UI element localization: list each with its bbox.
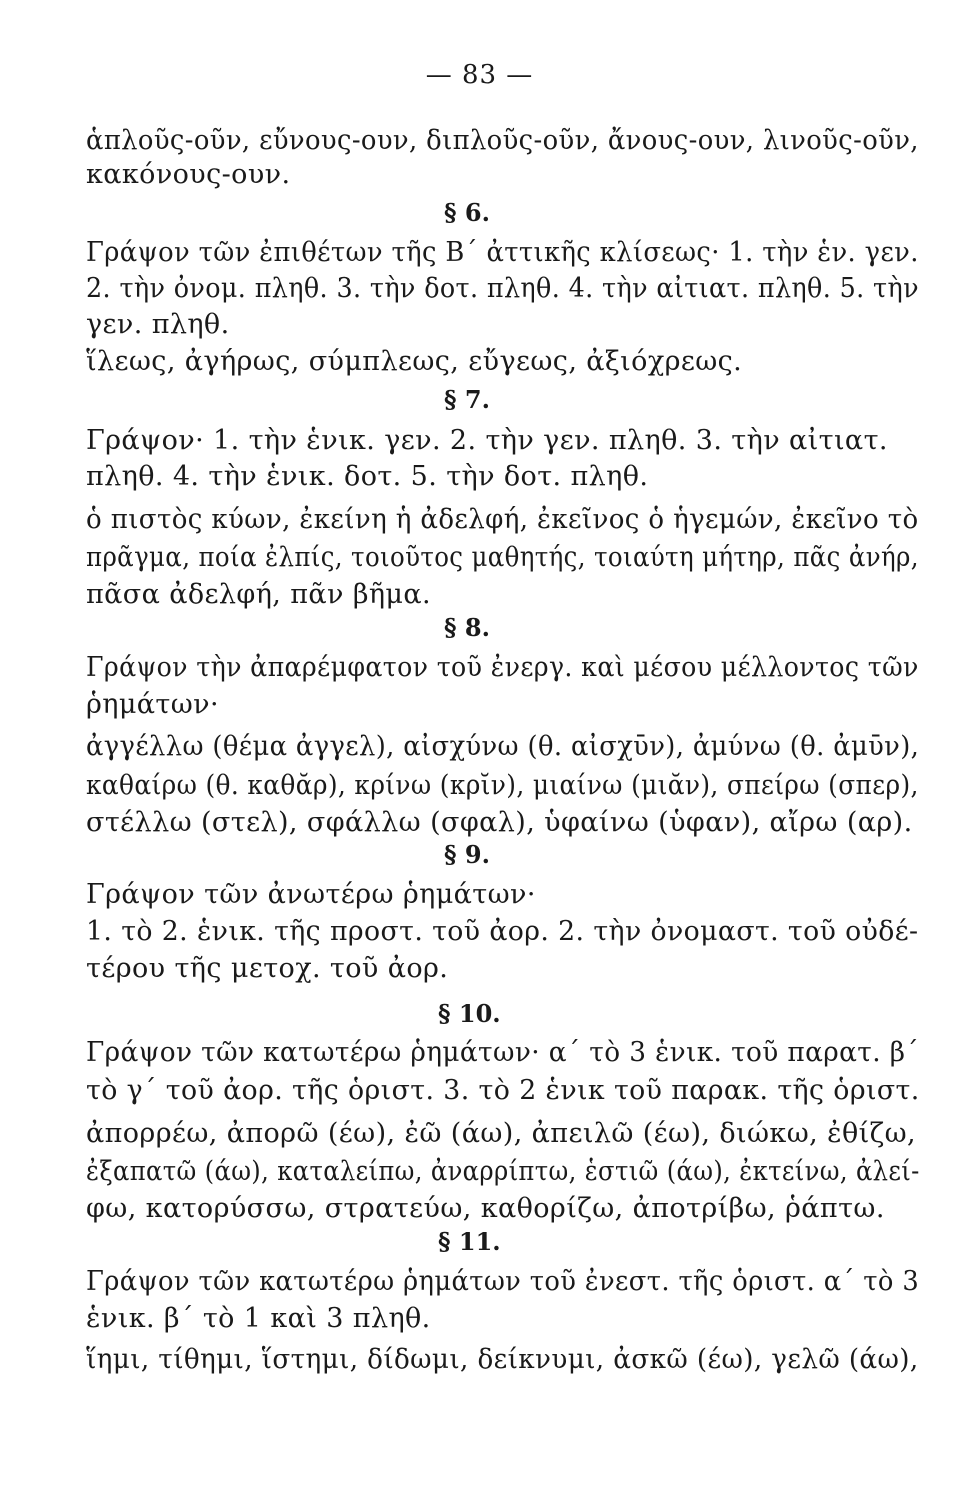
- text-line: ἐξαπατῶ (άω), καταλείπω, ἀναρρίπτω, ἑστιῶ (άω), ἐκτείνω, ἀλεί-: [86, 1156, 920, 1187]
- text-line: τέρου τῆς μετοχ. τοῦ ἀορ.: [86, 953, 449, 984]
- text-line: κακόνους-ουν.: [86, 159, 291, 190]
- text-line: Γράψον· 1. τὴν ἑνικ. γεν. 2. τὴν γεν. πληθ. 3. τὴν αἰτιατ.: [86, 425, 888, 456]
- text-line: ὁ πιστὸς κύων, ἐκείνη ἡ ἀδελφή, ἐκεῖνος ὁ ἡγεμών, ἐκεῖνο τὸ: [86, 504, 919, 535]
- text-line: Γράψον τῶν ἀνωτέρω ῥημάτων·: [86, 879, 536, 910]
- section-heading-6: § 6.: [444, 198, 490, 227]
- text-line: γεν. πληθ.: [86, 309, 230, 340]
- text-line: Γράψον τῶν ἐπιθέτων τῆς Β΄ ἀττικῆς κλίσεως· 1. τὴν ἑν. γεν.: [86, 237, 919, 268]
- text-line: ἀγγέλλω (θέμα ἀγγελ), αἰσχύνω (θ. αἰσχῡν), ἀμύνω (θ. ἀμῡν),: [86, 731, 920, 762]
- text-line: Γράψον τῶν κατωτέρω ῥημάτων τοῦ ἐνεστ. τῆς ὁριστ. α΄ τὸ 3: [86, 1266, 920, 1297]
- text-line: πρᾶγμα, ποία ἐλπίς, τοιοῦτος μαθητής, τοιαύτη μήτηρ, πᾶς ἀνήρ,: [86, 542, 919, 573]
- text-line: πληθ. 4. τὴν ἑνικ. δοτ. 5. τὴν δοτ. πληθ.: [86, 461, 649, 492]
- text-line: τὸ γ΄ τοῦ ἀορ. τῆς ὁριστ. 3. τὸ 2 ἑνικ τοῦ παρακ. τῆς ὁριστ.: [86, 1075, 920, 1106]
- text-line: ῥημάτων·: [86, 689, 219, 720]
- text-line: Γράψον τὴν ἀπαρέμφατον τοῦ ἐνεργ. καὶ μέσου μέλλοντος τῶν: [86, 652, 919, 683]
- section-heading-10: § 10.: [438, 999, 501, 1028]
- text-line: 1. τὸ 2. ἑνικ. τῆς προστ. τοῦ ἀορ. 2. τὴν ὀνομαστ. τοῦ οὐδέ-: [86, 916, 919, 947]
- text-line: ἵημι, τίθημι, ἵστημι, δίδωμι, δείκνυμι, ἀσκῶ (έω), γελῶ (άω),: [86, 1344, 919, 1375]
- text-line: καθαίρω (θ. καθᾰρ), κρίνω (κρῐν), μιαίνω (μιᾰν), σπείρω (σπερ),: [86, 770, 919, 801]
- text-line: φω, κατορύσσω, στρατεύω, καθορίζω, ἀποτρίβω, ῥάπτω.: [86, 1193, 885, 1224]
- text-line: ἀπορρέω, ἀπορῶ (έω), ἐῶ (άω), ἀπειλῶ (έω), διώκω, ἐθίζω,: [86, 1118, 917, 1149]
- section-heading-8: § 8.: [444, 613, 490, 642]
- section-heading-7: § 7.: [444, 385, 490, 414]
- page-number-header: — 83 —: [425, 60, 534, 90]
- text-line: πᾶσα ἀδελφή, πᾶν βῆμα.: [86, 579, 431, 610]
- text-line: στέλλω (στελ), σφάλλω (σφαλ), ὑφαίνω (ὑφαν), αἴρω (αρ).: [86, 807, 913, 838]
- section-heading-9: § 9.: [444, 840, 490, 869]
- text-line: ἁπλοῦς-οῦν, εὔνους-ουν, διπλοῦς-οῦν, ἄνους-ουν, λινοῦς-οῦν,: [86, 125, 919, 156]
- text-line: ἑνικ. β΄ τὸ 1 καὶ 3 πληθ.: [86, 1303, 431, 1334]
- text-line: 2. τὴν ὀνομ. πληθ. 3. τὴν δοτ. πληθ. 4. τὴν αἰτιατ. πληθ. 5. τὴν: [86, 273, 919, 304]
- text-line: ἵλεως, ἀγήρως, σύμπλεως, εὔγεως, ἀξιόχρεως.: [86, 346, 743, 377]
- section-heading-11: § 11.: [438, 1227, 501, 1256]
- text-line: Γράψον τῶν κατωτέρω ῥημάτων· α΄ τὸ 3 ἑνικ. τοῦ παρατ. β΄: [86, 1037, 919, 1068]
